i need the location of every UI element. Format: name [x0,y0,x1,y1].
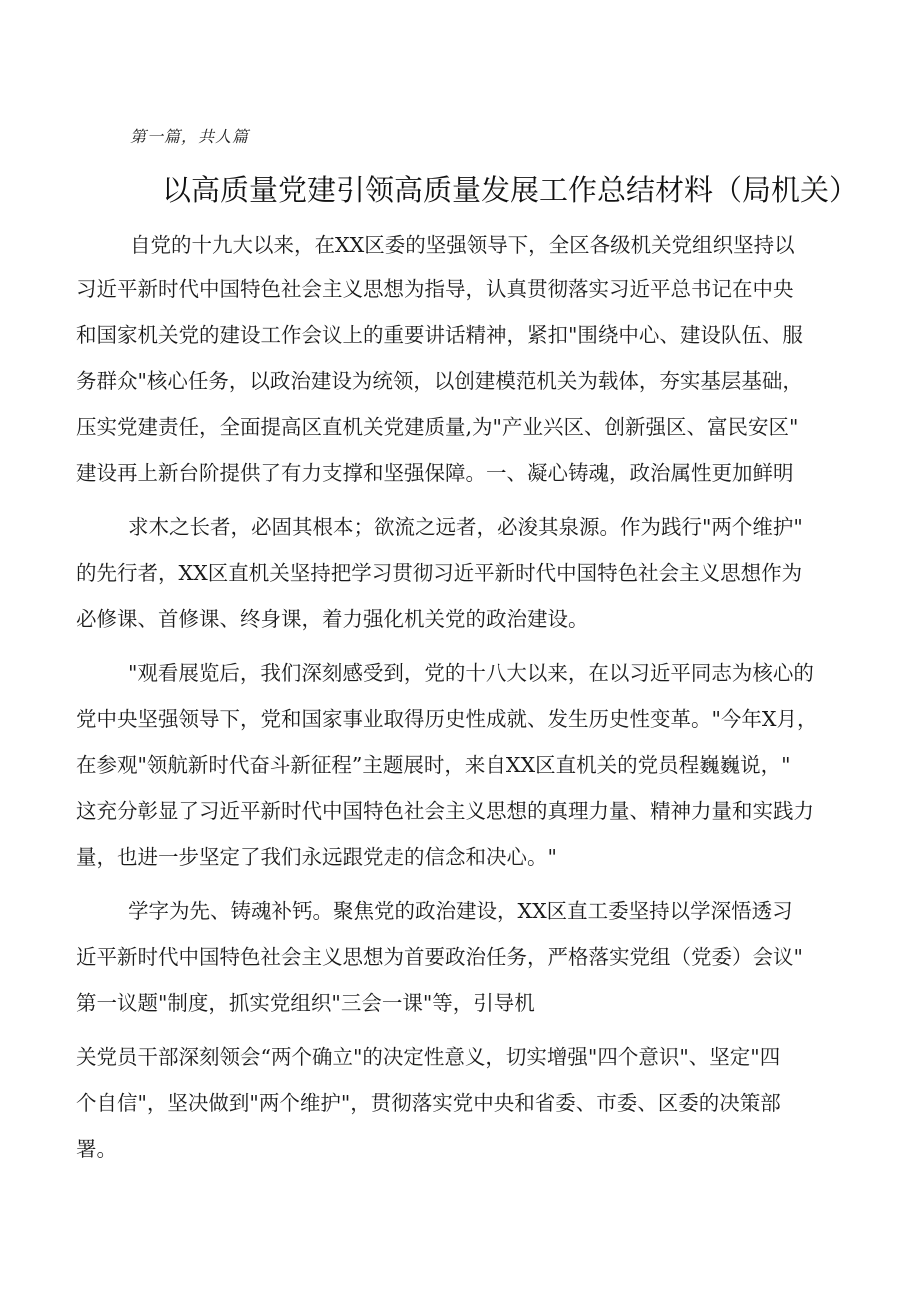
paragraph-1-line: 自党的十九大以来，在XX区委的坚强领导下，全区各级机关党组织坚持以 [130,233,795,257]
paragraph-1-line: 习近平新时代中国特色社会主义思想为指导，认真贯彻落实习近平总书记在中央 [76,277,794,301]
paragraph-2-line: 必修课、首修课、终身课，着力强化机关党的政治建设。 [76,607,589,631]
paragraph-3-line: 量，也进一步坚定了我们永远跟党走的信念和决心。" [76,845,557,869]
series-label: 第一篇，共人篇 [130,127,250,146]
paragraph-5-line: 个自信"，坚决做到"两个维护"，贯彻落实党中央和省委、市委、区委的决策部 [76,1091,781,1115]
paragraph-5-line: 关党员干部深刻领会“两个确立"的决定性意义，切实增强"四个意识"、坚定"四 [76,1045,781,1069]
paragraph-5-line: 署。 [76,1137,117,1161]
document-title: 以高质量党建引领高质量发展工作总结材料（局机关） [162,173,859,207]
paragraph-3-line: 在参观"领航新时代奋斗新征程”主题展时，来自XX区直机关的党员程巍巍说，" [76,753,791,777]
paragraph-3-line: 党中央坚强领导下，党和国家事业取得历史性成就、发生历史性变革。"今年X月， [76,707,818,731]
paragraph-1-line: 建设再上新台阶提供了有力支撑和坚强保障。一、凝心铸魂，政治属性更加鲜明 [76,461,794,485]
paragraph-1-line: 务群众"核心任务，以政治建设为统领，以创建模范机关为载体，夯实基层基础， [76,369,803,393]
paragraph-1-line: 压实党建责任，全面提高区直机关党建质量,为"产业兴区、创新强区、富民安区" [76,415,799,439]
paragraph-4-line: 近平新时代中国特色社会主义思想为首要政治任务，严格落实党组（党委）会议" [76,945,803,969]
paragraph-4-line: 第一议题"制度，抓实党组织"三会一课"等，引导机 [76,991,535,1015]
paragraph-3-line: "观看展览后，我们深刻感受到，党的十八大以来，在以习近平同志为核心的 [128,661,814,685]
paragraph-1-line: 和国家机关党的建设工作会议上的重要讲话精神，紧扣"围绕中心、建设队伍、服 [76,323,803,347]
paragraph-3-line: 这充分彰显了习近平新时代中国特色社会主义思想的真理力量、精神力量和实践力 [76,799,814,823]
paragraph-2-line: 求木之长者，必固其根本；欲流之远者，必浚其泉源。作为践行"两个维护" [128,515,803,539]
paragraph-2-line: 的先行者，XX区直机关坚持把学习贯彻习近平新时代中国特色社会主义思想作为 [76,561,803,585]
paragraph-4-line: 学字为先、铸魂补钙。聚焦党的政治建设，XX区直工委坚持以学深悟透习 [128,899,793,923]
